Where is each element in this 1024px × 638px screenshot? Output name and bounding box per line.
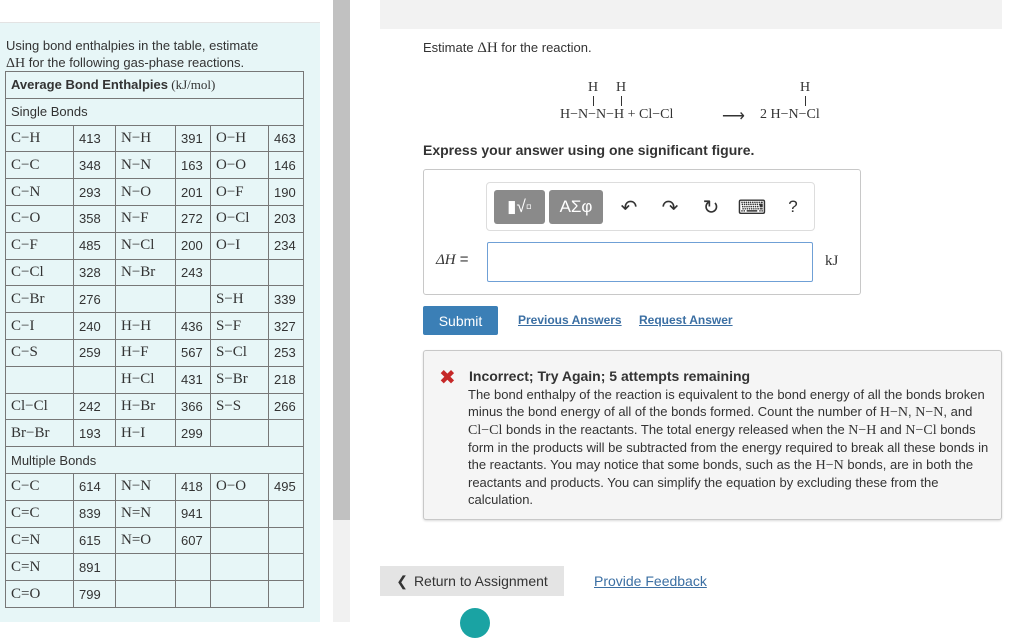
prompt-line2: for the following gas-phase reactions.: [25, 55, 245, 70]
bond-name-cell: [6, 366, 74, 393]
return-to-assignment-button[interactable]: [380, 566, 564, 596]
table-row: [6, 205, 304, 232]
table-row: [6, 152, 304, 179]
bond-value-cell: 495: [269, 473, 304, 500]
help-icon[interactable]: ?: [788, 197, 798, 216]
fb-seg: The bond enthalpy of the reaction is equivalent to the bond energy of all the bonds broken minus the bond energy of all of the bonds formed. Count the number of: [468, 387, 985, 419]
single-bonds-row: [6, 98, 304, 125]
scrollbar-thumb[interactable]: [333, 0, 350, 520]
reaction-h-top-2: H: [616, 80, 627, 95]
bond-name-cell: N−O: [116, 179, 176, 206]
bond-name-cell: [116, 581, 176, 608]
reset-icon[interactable]: ↻: [702, 196, 720, 219]
table-row: [6, 473, 304, 500]
bond-value-cell: 358: [74, 205, 116, 232]
bond-name-cell: N=N: [116, 500, 176, 527]
bond-name-cell: Br−Br: [6, 420, 74, 447]
fb-seg: bonds form in the products will be subtracted from the energy required to break all these bonds in the reactants. You may notice that some bonds, such as the: [468, 422, 989, 472]
bond-value-cell: 146: [269, 152, 304, 179]
bond-value-cell: 272: [176, 205, 211, 232]
bond-value-cell: 327: [269, 313, 304, 340]
bond-name-cell: C=O: [6, 581, 74, 608]
bond-name-cell: N−N: [116, 152, 176, 179]
table-row: [6, 313, 304, 340]
bond-value-cell: 218: [269, 366, 304, 393]
bond-value-cell: 240: [74, 313, 116, 340]
template-icon: ▮√▫: [507, 197, 532, 216]
delta-h-equals: =: [455, 251, 469, 268]
table-row: [6, 179, 304, 206]
bond-name-cell: N=O: [116, 527, 176, 554]
return-label: Return to Assignment: [413, 573, 548, 589]
bond-name-cell: O−F: [211, 179, 269, 206]
fb-seg: bonds, are in both the reactants and products. You can simplify the equation by excluding these from the calculation.: [468, 457, 974, 507]
bond-name-cell: H−Br: [116, 393, 176, 420]
reaction-h-top-3: H: [800, 80, 811, 95]
bond-value-cell: 366: [176, 393, 211, 420]
provide-feedback-link[interactable]: Provide Feedback: [594, 573, 707, 589]
table-header-title: Average Bond Enthalpies: [11, 76, 168, 92]
bond-name-cell: [211, 581, 269, 608]
table-header-unit: (kJ/mol): [168, 76, 216, 92]
table-row: [6, 554, 304, 581]
bond-value-cell: 200: [176, 232, 211, 259]
bond-value-cell: 391: [176, 125, 211, 152]
bond-value-cell: 614: [74, 473, 116, 500]
bond-value-cell: 299: [176, 420, 211, 447]
bond-enthalpy-table: [5, 71, 304, 608]
bond-value-cell: 615: [74, 527, 116, 554]
undo-icon[interactable]: ↶: [620, 196, 638, 219]
fb-chem: H−N: [879, 405, 909, 420]
bond-name-cell: N−Cl: [116, 232, 176, 259]
bond-value-cell: 485: [74, 232, 116, 259]
feedback-title: Incorrect; Try Again; 5 attempts remaining: [469, 368, 751, 384]
bond-line-1: [593, 96, 594, 106]
bond-name-cell: [211, 527, 269, 554]
fb-chem: N−N: [915, 405, 944, 420]
redo-icon[interactable]: ↷: [661, 196, 679, 219]
bond-name-cell: C−S: [6, 339, 74, 366]
bond-name-cell: C−C: [6, 152, 74, 179]
bond-value-cell: 348: [74, 152, 116, 179]
fb-chem: Cl−Cl: [468, 423, 503, 438]
bond-name-cell: Cl−Cl: [6, 393, 74, 420]
reaction-rhs: 2 H−N−Cl: [760, 107, 820, 122]
pearson-logo-icon: [460, 608, 490, 638]
unit-label: kJ: [825, 253, 839, 269]
bond-value-cell: 607: [176, 527, 211, 554]
bond-name-cell: O−O: [211, 152, 269, 179]
bond-name-cell: S−H: [211, 286, 269, 313]
bond-value-cell: 242: [74, 393, 116, 420]
bond-value-cell: [269, 527, 304, 554]
bond-name-cell: N−F: [116, 205, 176, 232]
bond-value-cell: 276: [74, 286, 116, 313]
table-row: [6, 125, 304, 152]
bond-value-cell: [176, 581, 211, 608]
bond-name-cell: S−Cl: [211, 339, 269, 366]
bond-value-cell: 339: [269, 286, 304, 313]
bond-value-cell: 436: [176, 313, 211, 340]
bond-name-cell: C−H: [6, 125, 74, 152]
keyboard-icon[interactable]: ⌨: [737, 196, 767, 219]
chevron-left-icon: ❮: [396, 572, 408, 589]
bond-value-cell: 839: [74, 500, 116, 527]
bond-name-cell: C−Br: [6, 286, 74, 313]
bond-value-cell: 463: [269, 125, 304, 152]
bond-name-cell: [211, 554, 269, 581]
bond-name-cell: C=C: [6, 500, 74, 527]
right-topbar: [380, 0, 1002, 29]
bond-name-cell: C−F: [6, 232, 74, 259]
bond-value-cell: 293: [74, 179, 116, 206]
fb-seg: , and: [943, 404, 973, 419]
bond-value-cell: 201: [176, 179, 211, 206]
answer-input[interactable]: [487, 242, 813, 282]
bond-name-cell: H−Cl: [116, 366, 176, 393]
prompt-line1: Using bond enthalpies in the table, estimate: [6, 38, 259, 53]
bond-value-cell: 203: [269, 205, 304, 232]
table-header: [6, 72, 304, 99]
reaction-equation: [555, 76, 855, 128]
bond-name-cell: S−S: [211, 393, 269, 420]
request-answer-link[interactable]: Request Answer: [639, 313, 733, 327]
bond-name-cell: O−O: [211, 473, 269, 500]
table-row: [6, 393, 304, 420]
reaction-arrow: ⟶: [722, 108, 745, 125]
template-button[interactable]: [494, 190, 545, 224]
bond-value-cell: 413: [74, 125, 116, 152]
left-panel: [0, 0, 320, 622]
fb-chem: N−H: [848, 423, 877, 438]
table-row: [6, 259, 304, 286]
bond-name-cell: [116, 286, 176, 313]
table-row: [6, 286, 304, 313]
bond-value-cell: 253: [269, 339, 304, 366]
instruction-text: Express your answer using one significant figure.: [423, 142, 755, 158]
bond-value-cell: 799: [74, 581, 116, 608]
single-bonds-label: Single Bonds: [6, 98, 304, 125]
bond-value-cell: [269, 500, 304, 527]
bond-value-cell: 891: [74, 554, 116, 581]
bond-name-cell: [211, 420, 269, 447]
bond-name-cell: C−I: [6, 313, 74, 340]
table-header-row: [6, 72, 304, 99]
table-row: [6, 420, 304, 447]
bond-name-cell: O−H: [211, 125, 269, 152]
estimate-delta-h: ΔH: [477, 40, 498, 56]
bond-value-cell: 266: [269, 393, 304, 420]
bond-name-cell: H−I: [116, 420, 176, 447]
fb-chem: N−Cl: [905, 423, 937, 438]
fb-seg: bonds in the reactants. The total energy released when the: [502, 422, 849, 437]
multiple-bonds-label: Multiple Bonds: [6, 447, 304, 474]
bond-line-2: [621, 96, 622, 106]
bond-value-cell: [269, 259, 304, 286]
question-text: [423, 40, 592, 57]
bond-name-cell: C−O: [6, 205, 74, 232]
left-topbar: [0, 0, 320, 23]
bond-name-cell: N−N: [116, 473, 176, 500]
reaction-lhs: H−N−N−H + Cl−Cl: [560, 107, 674, 122]
bond-value-cell: [176, 554, 211, 581]
feedback-text: [468, 386, 990, 508]
bond-name-cell: N−H: [116, 125, 176, 152]
bond-value-cell: 243: [176, 259, 211, 286]
bond-name-cell: C−N: [6, 179, 74, 206]
delta-h-symbol: ΔH: [436, 252, 456, 268]
bond-value-cell: 163: [176, 152, 211, 179]
bond-name-cell: N−Br: [116, 259, 176, 286]
bond-name-cell: C=N: [6, 554, 74, 581]
bond-name-cell: H−F: [116, 339, 176, 366]
bond-value-cell: [269, 581, 304, 608]
bond-value-cell: 193: [74, 420, 116, 447]
prompt-delta-h: ΔH: [6, 56, 26, 71]
multiple-bonds-row: [6, 447, 304, 474]
estimate-suffix: for the reaction.: [497, 40, 592, 55]
reaction-h-top-1: H: [588, 80, 599, 95]
problem-prompt: [6, 37, 306, 72]
bond-value-cell: 328: [74, 259, 116, 286]
table-row: [6, 500, 304, 527]
bond-value-cell: 418: [176, 473, 211, 500]
bond-name-cell: S−F: [211, 313, 269, 340]
bond-line-3: [805, 96, 806, 106]
bond-name-cell: O−Cl: [211, 205, 269, 232]
bond-name-cell: [211, 500, 269, 527]
previous-answers-link[interactable]: Previous Answers: [518, 313, 622, 327]
table-row: [6, 581, 304, 608]
fb-seg: ,: [908, 404, 916, 419]
fb-chem: H−N: [815, 458, 844, 473]
bond-value-cell: [269, 554, 304, 581]
incorrect-x-icon: ✖: [439, 367, 456, 389]
bond-value-cell: [269, 420, 304, 447]
bond-value-cell: [74, 366, 116, 393]
bond-name-cell: C=N: [6, 527, 74, 554]
bond-value-cell: 259: [74, 339, 116, 366]
delta-h-label: [436, 251, 469, 269]
greek-symbols-button[interactable]: [549, 190, 603, 224]
bond-value-cell: 431: [176, 366, 211, 393]
bond-name-cell: C−C: [6, 473, 74, 500]
table-row: [6, 232, 304, 259]
bond-name-cell: O−I: [211, 232, 269, 259]
bond-name-cell: C−Cl: [6, 259, 74, 286]
table-row: [6, 339, 304, 366]
estimate-prefix: Estimate: [423, 40, 478, 55]
bond-value-cell: 190: [269, 179, 304, 206]
bond-value-cell: 941: [176, 500, 211, 527]
bond-name-cell: S−Br: [211, 366, 269, 393]
submit-button[interactable]: Submit: [423, 306, 498, 335]
table-row: [6, 527, 304, 554]
bond-name-cell: H−H: [116, 313, 176, 340]
bond-value-cell: 234: [269, 232, 304, 259]
bond-value-cell: [176, 286, 211, 313]
fb-seg: and: [876, 422, 906, 437]
bond-name-cell: [116, 554, 176, 581]
table-row: [6, 366, 304, 393]
bond-value-cell: 567: [176, 339, 211, 366]
greek-icon: ΑΣφ: [559, 197, 593, 216]
bond-name-cell: [211, 259, 269, 286]
